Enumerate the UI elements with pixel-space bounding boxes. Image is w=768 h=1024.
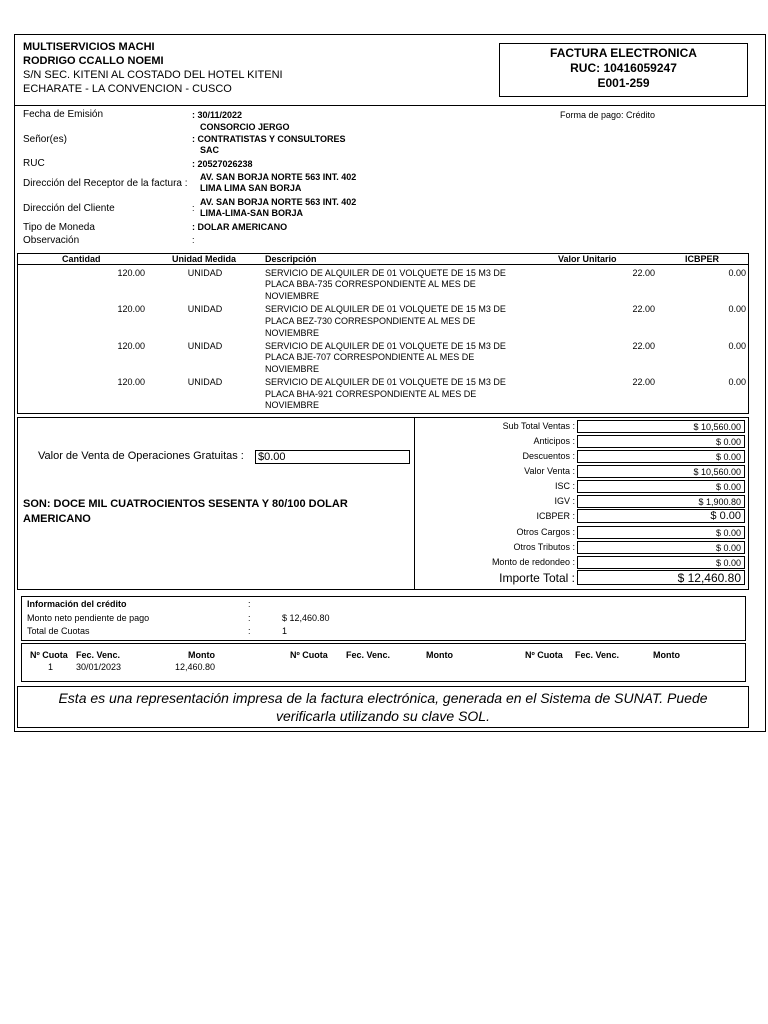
table-cell-desc: SERVICIO DE ALQUILER DE 01 VOLQUETE DE 15 M3 DE	[265, 377, 506, 387]
anticipos-label: Anticipos :	[533, 436, 575, 446]
son-line1: SON: DOCE MIL CUATROCIENTOS SESENTA Y 80/100 DOLAR	[23, 498, 348, 510]
sub-total-label: Sub Total Ventas :	[502, 421, 575, 431]
table-cell-desc: PLACA BBA-735 CORRESPONDIENTE AL MES DE	[265, 279, 476, 289]
table-cell-unidad: UNIDAD	[187, 268, 223, 278]
table-cell-cantidad: 120.00	[117, 268, 145, 278]
cuota-nro-header: Nº Cuota	[30, 650, 68, 660]
otros-tributos-label: Otros Tributos :	[513, 542, 575, 552]
table-cell-valor: 22.00	[632, 304, 655, 314]
issuer-owner: RODRIGO CCALLO NOEMI	[23, 55, 164, 67]
table-cell-unidad: UNIDAD	[187, 341, 223, 351]
cuota-row-nro: 1	[48, 662, 54, 672]
col-icbper: ICBPER	[685, 254, 720, 264]
total-cuotas-label: Total de Cuotas	[27, 626, 90, 636]
dir-cliente-line1: AV. SAN BORJA NORTE 563 INT. 402	[200, 197, 357, 207]
col-cantidad: Cantidad	[62, 254, 101, 264]
otros-cargos-label: Otros Cargos :	[516, 527, 575, 537]
table-cell-valor: 22.00	[632, 268, 655, 278]
table-cell-valor: 22.00	[632, 341, 655, 351]
isc-label: ISC :	[554, 481, 575, 491]
table-cell-desc: NOVIEMBRE	[265, 364, 320, 374]
dir-cliente-line2: LIMA-LIMA-SAN BORJA	[200, 208, 303, 218]
cuota-nro-header: Nº Cuota	[290, 650, 328, 660]
importe-total-label: Importe Total :	[499, 571, 575, 585]
table-cell-cantidad: 120.00	[117, 341, 145, 351]
table-cell-desc: NOVIEMBRE	[265, 400, 320, 410]
table-cell-desc: NOVIEMBRE	[265, 328, 320, 338]
credit-title: Información del crédito	[27, 599, 127, 609]
cuota-nro-header: Nº Cuota	[525, 650, 563, 660]
cuota-fec-header: Fec. Venc.	[76, 650, 121, 660]
valor-venta-label: Valor Venta :	[524, 466, 575, 476]
senor-line2: : CONTRATISTAS Y CONSULTORES	[192, 134, 346, 144]
fecha-value: : 30/11/2022	[192, 110, 243, 120]
icbper-value: $ 0.00	[577, 509, 745, 523]
issuer-city: ECHARATE - LA CONVENCION - CUSCO	[23, 83, 232, 95]
cuota-monto-header: Monto	[653, 650, 680, 660]
descuentos-label: Descuentos :	[522, 451, 575, 461]
dir-receptor-line2: LIMA LIMA SAN BORJA	[200, 183, 302, 193]
invoice-ruc: RUC: 10416059247	[570, 61, 677, 75]
issuer-name: MULTISERVICIOS MACHI	[23, 41, 155, 53]
col-unidad: Unidad Medida	[172, 254, 237, 264]
observacion-value: :	[192, 235, 195, 245]
table-cell-desc: SERVICIO DE ALQUILER DE 01 VOLQUETE DE 15 M3 DE	[265, 268, 506, 278]
dir-receptor-line1: AV. SAN BORJA NORTE 563 INT. 402	[200, 172, 357, 182]
table-cell-valor: 22.00	[632, 377, 655, 387]
isc-value: $ 0.00	[577, 480, 745, 493]
dir-cliente-colon: :	[192, 203, 195, 213]
issuer-address: S/N SEC. KITENI AL COSTADO DEL HOTEL KITENI	[23, 69, 283, 81]
gratuitas-value: $0.00	[255, 450, 410, 464]
col-descripcion: Descripción	[265, 254, 317, 264]
son-line2: AMERICANO	[23, 513, 91, 525]
gratuitas-label: Valor de Venta de Operaciones Gratuitas :	[38, 450, 244, 462]
observacion-label: Observación	[23, 235, 80, 246]
fecha-label: Fecha de Emisión	[23, 109, 104, 120]
importe-total-value: $ 12,460.80	[577, 570, 745, 585]
igv-label: IGV :	[554, 496, 575, 506]
table-cell-desc: PLACA BHA-921 CORRESPONDIENTE AL MES DE	[265, 389, 477, 399]
dir-cliente-label: Dirección del Cliente	[23, 203, 115, 214]
descuentos-value: $ 0.00	[577, 450, 745, 463]
cuotas-table	[21, 643, 746, 682]
table-cell-desc: PLACA BJE-707 CORRESPONDIENTE AL MES DE	[265, 352, 475, 362]
senor-label: Señor(es)	[23, 134, 67, 145]
table-cell-desc: SERVICIO DE ALQUILER DE 01 VOLQUETE DE 15 M3 DE	[265, 341, 506, 351]
senor-line3: SAC	[200, 145, 220, 155]
anticipos-value: $ 0.00	[577, 435, 745, 448]
moneda-label: Tipo de Moneda	[23, 222, 95, 233]
col-valor-unitario: Valor Unitario	[558, 254, 617, 264]
invoice-id-box	[499, 43, 748, 97]
icbper-label: ICBPER :	[536, 511, 575, 521]
redondeo-value: $ 0.00	[577, 556, 745, 569]
table-cell-icbper: 0.00	[728, 268, 746, 278]
cuota-monto-header: Monto	[188, 650, 215, 660]
valor-venta-value: $ 10,560.00	[577, 465, 745, 478]
cuota-row-fec: 30/01/2023	[76, 662, 122, 672]
otros-tributos-value: $ 0.00	[577, 541, 745, 554]
credit-title-colon: :	[248, 599, 251, 609]
monto-pendiente-colon: :	[248, 613, 251, 623]
total-cuotas-value: 1	[282, 626, 288, 636]
cuota-monto-header: Monto	[426, 650, 453, 660]
igv-value: $ 1,900.80	[577, 495, 745, 508]
footer-line1: Esta es una representación impresa de la factura electrónica, generada en el Sistema de SUNAT. Puede	[58, 690, 708, 706]
senor-line1: CONSORCIO JERGO	[200, 122, 290, 132]
table-cell-icbper: 0.00	[728, 304, 746, 314]
footer-line2: verificarla utilizando su clave SOL.	[276, 708, 490, 724]
forma-pago: Forma de pago: Crédito	[560, 110, 656, 120]
divider	[15, 105, 765, 106]
invoice-number: E001-259	[597, 76, 650, 90]
table-cell-cantidad: 120.00	[117, 304, 145, 314]
table-cell-unidad: UNIDAD	[187, 377, 223, 387]
dir-receptor-label: Dirección del Receptor de la factura :	[23, 178, 188, 189]
items-header-divider	[17, 264, 749, 265]
table-cell-cantidad: 120.00	[117, 377, 145, 387]
table-cell-desc: NOVIEMBRE	[265, 291, 320, 301]
cuota-fec-header: Fec. Venc.	[346, 650, 391, 660]
total-cuotas-colon: :	[248, 626, 251, 636]
sub-total-value: $ 10,560.00	[577, 420, 745, 433]
cuota-fec-header: Fec. Venc.	[575, 650, 620, 660]
otros-cargos-value: $ 0.00	[577, 526, 745, 539]
table-cell-desc: SERVICIO DE ALQUILER DE 01 VOLQUETE DE 15 M3 DE	[265, 304, 506, 314]
redondeo-label: Monto de redondeo :	[491, 557, 575, 567]
moneda-value: : DOLAR AMERICANO	[192, 222, 288, 232]
invoice-title: FACTURA ELECTRONICA	[550, 46, 697, 60]
table-cell-icbper: 0.00	[728, 377, 746, 387]
ruc-value: : 20527026238	[192, 159, 253, 169]
table-cell-icbper: 0.00	[728, 341, 746, 351]
ruc-label: RUC	[23, 158, 45, 169]
table-cell-desc: PLACA BEZ-730 CORRESPONDIENTE AL MES DE	[265, 316, 476, 326]
monto-pendiente-label: Monto neto pendiente de pago	[27, 613, 150, 623]
monto-pendiente-value: $ 12,460.80	[282, 613, 330, 623]
table-cell-unidad: UNIDAD	[187, 304, 223, 314]
cuota-row-monto: 12,460.80	[175, 662, 216, 672]
